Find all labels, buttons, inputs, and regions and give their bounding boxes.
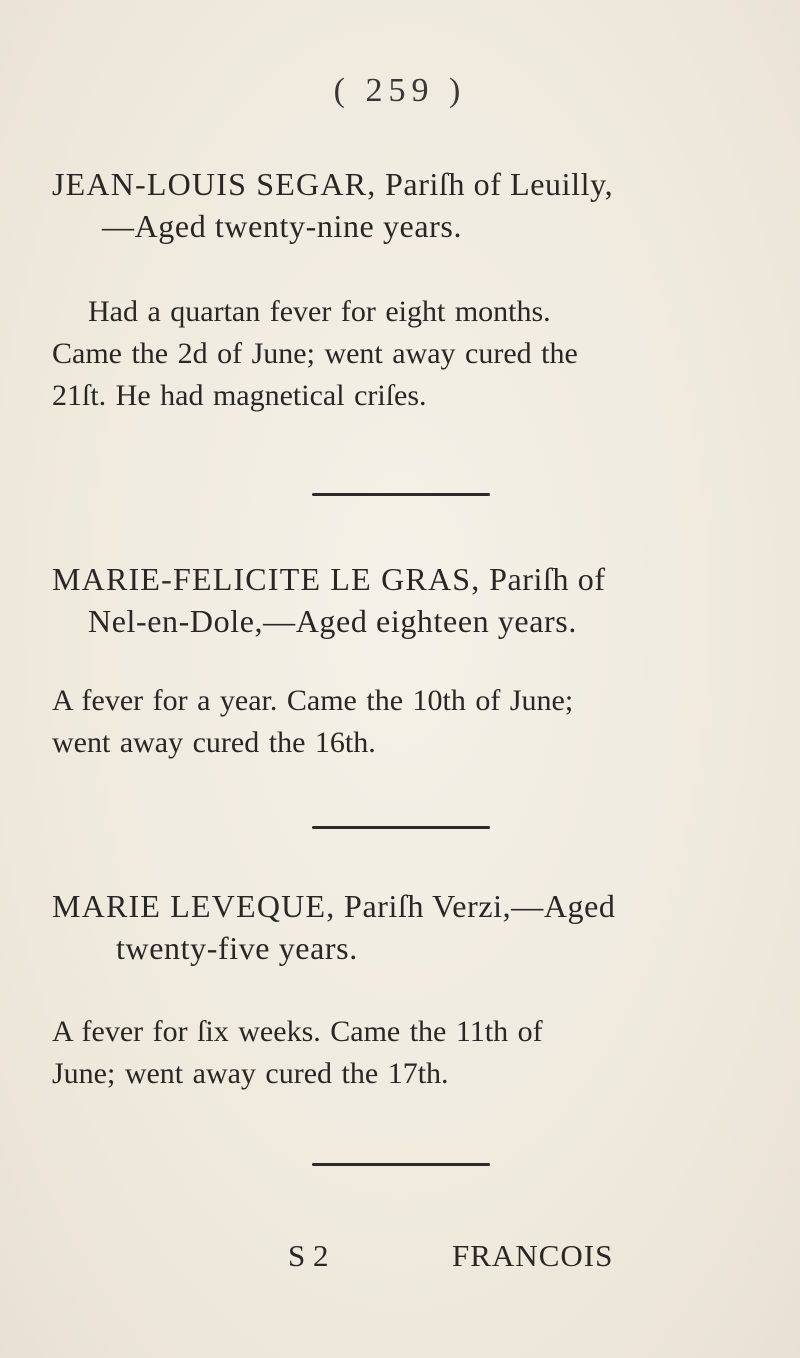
patient-name: MARIE-FELICITE LE GRAS, — [52, 561, 481, 597]
body-line: 21ſt. He had magnetical criſes. — [52, 379, 427, 412]
body-line: Came the 2d of June; went away cured the — [52, 337, 578, 370]
patient-name: MARIE LEVEQUE, — [52, 888, 336, 924]
age-text: twenty-five years. — [116, 930, 358, 966]
entry-heading — [52, 885, 752, 969]
catchword: FRANCOIS — [452, 1238, 614, 1273]
entry-marie-felicite-le-gras — [52, 558, 752, 764]
age-text: —Aged twenty-nine years. — [102, 208, 463, 244]
entry-jean-louis-segar — [52, 163, 752, 417]
entry-heading — [52, 163, 752, 247]
parish-text: Pariſh of — [489, 561, 606, 597]
parish-text: Pariſh of Leuilly, — [385, 166, 614, 202]
section-divider — [312, 493, 490, 496]
section-divider — [312, 826, 490, 829]
patient-name: JEAN-LOUIS SEGAR, — [52, 166, 377, 202]
body-line: A fever for a year. Came the 10th of June; — [52, 684, 574, 717]
body-line: June; went away cured the 17th. — [52, 1057, 449, 1090]
body-line: Had a quartan fever for eight months. — [88, 295, 551, 328]
entry-body — [52, 680, 752, 764]
entry-marie-leveque — [52, 885, 752, 1095]
parish-text: Pariſh Verzi,—Aged — [344, 888, 616, 924]
body-line: went away cured the 16th. — [52, 726, 376, 759]
entry-body — [52, 291, 752, 417]
age-text: Nel-en-Dole,—Aged eighteen years. — [88, 603, 577, 639]
page-number: ( 259 ) — [333, 72, 467, 109]
entry-body — [52, 1011, 752, 1095]
entry-heading — [52, 558, 752, 642]
body-line: A fever for ſix weeks. Came the 11th of — [52, 1015, 543, 1048]
signature-mark: S 2 — [288, 1238, 329, 1273]
section-divider — [312, 1163, 490, 1166]
